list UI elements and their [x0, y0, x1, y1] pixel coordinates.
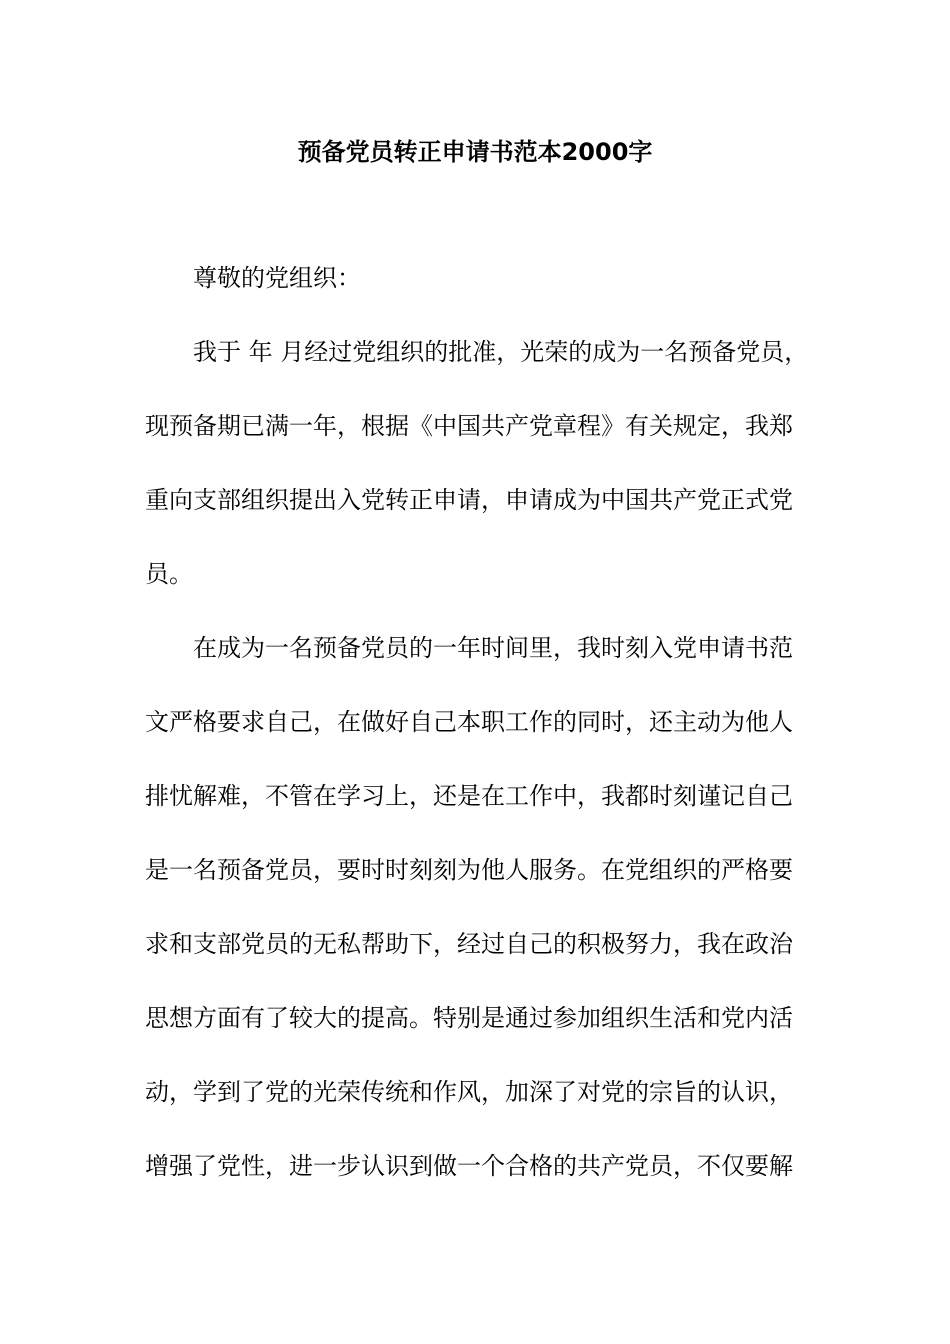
body-line: 排忧解难，不管在学习上，还是在工作中，我都时刻谨记自己	[145, 782, 793, 810]
body-line: 思想方面有了较大的提高。特别是通过参加组织生活和党内活	[145, 1004, 793, 1032]
body-line: 求和支部党员的无私帮助下，经过自己的积极努力，我在政治	[145, 930, 793, 958]
body-line: 我于 年 月经过党组织的批准，光荣的成为一名预备党员，	[193, 338, 809, 366]
body-line: 动，学到了党的光荣传统和作风，加深了对党的宗旨的认识，	[145, 1078, 793, 1106]
document-title: 预备党员转正申请书范本2000字	[297, 138, 653, 166]
body-line: 重向支部组织提出入党转正申请，申请成为中国共产党正式党	[145, 486, 793, 514]
body-line: 文严格要求自己，在做好自己本职工作的同时，还主动为他人	[145, 708, 793, 736]
body-line: 在成为一名预备党员的一年时间里，我时刻入党申请书范	[193, 634, 793, 662]
salutation: 尊敬的党组织：	[193, 264, 361, 292]
body-line: 员。	[145, 560, 193, 588]
body-line: 现预备期已满一年，根据《中国共产党章程》有关规定，我郑	[145, 412, 793, 440]
body-line: 是一名预备党员，要时时刻刻为他人服务。在党组织的严格要	[145, 856, 793, 884]
body-line: 增强了党性，进一步认识到做一个合格的共产党员，不仅要解	[145, 1152, 793, 1180]
